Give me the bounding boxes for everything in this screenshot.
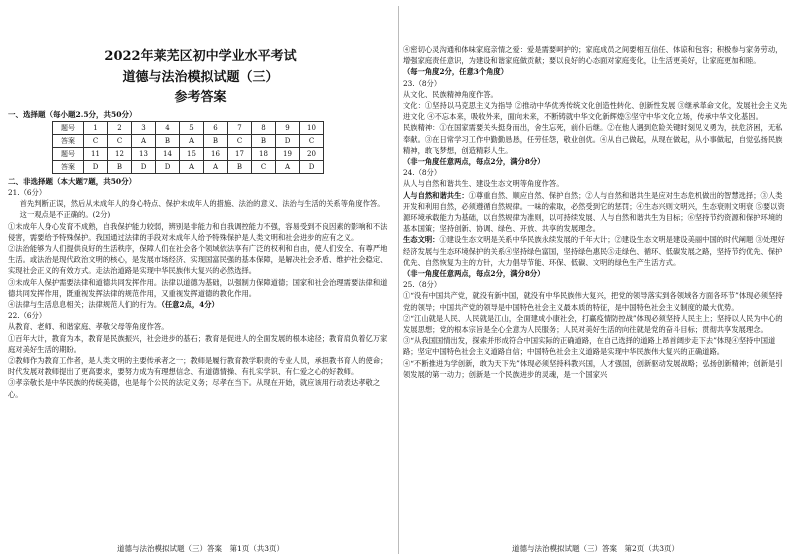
answer-table-cell: C xyxy=(108,135,132,148)
answer-table-cell: 4 xyxy=(156,122,180,135)
q24-eco-label: 生态文明： xyxy=(403,235,440,245)
answer-table-cell: 1 xyxy=(84,122,108,135)
answer-table-cell: D xyxy=(84,161,108,174)
q21-guide: 首先判断正误，然后从未成年人的身心特点、保护未成年人的措施、法治的意义、法治与生活的关系等角度作答。 xyxy=(19,199,385,209)
answer-table-cell: 18 xyxy=(252,148,276,161)
answer-table-cell: B xyxy=(204,135,228,148)
answer-table-cell: 10 xyxy=(300,122,324,135)
answer-table-cell: 17 xyxy=(228,148,252,161)
q23-heading: 23.（8分） xyxy=(403,78,442,88)
answer-table-cell: B xyxy=(228,161,252,174)
answer-table-cell: D xyxy=(156,161,180,174)
answer-table-row-header: 答案 xyxy=(53,161,84,174)
answer-table-row-header: 题号 xyxy=(53,122,84,135)
answer-table-cell: A xyxy=(180,135,204,148)
answer-table-cell: 16 xyxy=(204,148,228,161)
answer-table-cell: B xyxy=(156,135,180,148)
answer-table-cell: D xyxy=(300,161,324,174)
answer-key-title: 参考答案 xyxy=(174,90,227,105)
q25-point-1: ①“没有中国共产党，就没有新中国，就没有中华民族伟大复兴，把党的领导落实到各领域各方面各环节”体现必须坚持党的领导；中国共产党的领导是中国特色社会主义最本质的特征，是中国特色社会主义制度的最大优势。 xyxy=(403,291,783,312)
answer-table-cell: C xyxy=(84,135,108,148)
answer-table-cell: A xyxy=(276,161,300,174)
q21-point-3: ③未成年人保护需要法律和道德共同发挥作用。法律以道德为基础，以强制力保障道德；国家和社会治理需要法律和道德共同发挥作用，既重视发挥法律的规范作用，又重视发挥道德的教化作用。 xyxy=(8,277,388,298)
exam-subtitle: 道德与法治模拟试题（三） xyxy=(122,70,279,85)
q24-harmony-label: 人与自然和谐共生： xyxy=(403,190,469,200)
section1-heading: 一、选择题（每小题2.5分，共50分） xyxy=(8,110,137,119)
answer-table-cell: 6 xyxy=(204,122,228,135)
answer-table-cell: A xyxy=(180,161,204,174)
answer-table-cell: C xyxy=(300,135,324,148)
page-footer-left: 道德与法治模拟试题（三）答案 第1页（共3页） xyxy=(116,544,285,553)
answer-table-cell: B xyxy=(252,135,276,148)
answer-table-cell: A xyxy=(204,161,228,174)
q23-culture: 文化：①坚持以马克思主义为指导 ②推动中华优秀传统文化创造性转化、创新性发展 ③继承革命文化，发展社会主义先进文化 ④不忘本来，吸收外来，面向未来，不断铸就中华文化新辉煌⑤坚守中华文化立场，传承中华文化基因。 xyxy=(403,101,788,122)
q21-point-2: ②法治能够为人们提供良好的生活秩序，保障人们在社会各个领域依法享有广泛的权利和自由，使人们安全、有尊严地生活。或法治是现代政治文明的核心，是发展市场经济、实现国富民强的基本保障，是解决社会矛盾、维护社会稳定、实现社会正义的有效方式。走法治道路是实现中华民族伟大复兴的必然选择。 xyxy=(8,244,388,276)
answer-table-cell: D xyxy=(132,161,156,174)
exam-title: 2022年莱芜区初中学业水平考试 xyxy=(104,49,297,64)
q21-heading: 21.（6分） xyxy=(8,188,47,197)
q24-score-note: （非一角度任意两点，每点2分，满分8分） xyxy=(403,269,545,279)
column-divider xyxy=(398,6,399,554)
answer-table-cell: 3 xyxy=(132,122,156,135)
q22-point-3: ③孝亲敬长是中华民族的传统美德，也是每个公民的法定义务；尽孝在当下。从现在开始，就应该用行动表达孝敬之心。 xyxy=(8,378,381,399)
answer-table-cell: 15 xyxy=(180,148,204,161)
q25-point-3: ③“从我国国情出发，探索并形成符合中国实际的正确道路，在自己选择的道路上昂首阔步走下去”体现④坚持中国道路；坚定中国特色社会主义道路自信；中国特色社会主义道路是实现中华民族伟大复兴的正确道路。 xyxy=(403,336,776,357)
q23-national-spirit: 民族精神：①在国家需要关头挺身而出，舍生忘死，前仆后继。②在他人遇到危险关键时刻见义勇为，扶危济困，无私奉献。③在日常学习工作中勤勤恳恳，任劳任怨，敬业创优。④从自己做起，从现在做起，从小事做起，自觉弘扬民族精神，敢飞梦想，创造精彩人生。 xyxy=(403,123,783,155)
q23-guide: 从文化、民族精神角度作答。 xyxy=(403,89,498,99)
answer-table-row-header: 答案 xyxy=(53,135,84,148)
q23-score-note: （非一角度任意两点，每点2分，满分8分） xyxy=(403,157,545,167)
q22-point-1: ①百年大计，教育为本，教育是民族振兴，社会进步的基石；教育是促进人的全面发展的根本途径；教育肩负着亿万家庭对美好生活的期盼。 xyxy=(8,333,388,354)
q21-point-4 xyxy=(8,299,393,310)
q24-eco-civilization xyxy=(403,234,788,268)
q21-score-note: （任意2点，4分） xyxy=(161,300,219,310)
answer-table-cell: 11 xyxy=(84,148,108,161)
answer-table-cell: 2 xyxy=(108,122,132,135)
answer-table-row xyxy=(53,148,324,161)
q22-heading: 22.（6分） xyxy=(8,311,47,321)
answer-table-cell: 8 xyxy=(252,122,276,135)
answer-table-row xyxy=(53,161,324,174)
q24-harmony xyxy=(403,190,788,235)
answer-table-cell: C xyxy=(252,161,276,174)
answer-table-cell: D xyxy=(276,135,300,148)
answer-table-cell: 9 xyxy=(276,122,300,135)
q24-harmony-text: ①尊重自然、顺应自然、保护自然；②人与自然和谐共生是应对生态危机做出的智慧选择；③人类开发和利用自然，必须遵循自然规律。一味的索取，必然受到它的惩罚；④生态兴则文明兴，生态衰则文明衰 ⑤要以资源环境承载能力为基础，以自然规律为准则，以可持续发展、人与自然和谐共生为目标；⑥坚持节约资源和保护环境的基本国策；坚持创新、协调、绿色、开放、共享的发展理念。 xyxy=(403,190,785,234)
q22-guide: 从教育、老师、和谐家庭、孝敬父母等角度作答。 xyxy=(8,322,169,332)
answer-table xyxy=(52,121,324,174)
q21-point-1: ①未成年人身心发育不成熟，自我保护能力较弱，辨别是非能力和自我调控能力不强，容易受到不良因素的影响和不法侵害，需要给予特殊保护。我国通过法律的手段对未成年人给予特殊保护是人类文明和社会进步的应有之义。 xyxy=(8,221,388,242)
answer-table-cell: 7 xyxy=(228,122,252,135)
answer-table-row xyxy=(53,122,324,135)
answer-table-cell: C xyxy=(228,135,252,148)
q25-point-2: ②“江山就是人民、人民就是江山，全面建成小康社会，打赢疫情防控战”体现必须坚持人民主上；坚持以人民为中心的发展思想；党的根本宗旨是全心全意为人民服务；人民对美好生活的向往就是党的奋斗目标；贯彻共享发展理念。 xyxy=(403,313,783,335)
q22-point-2: ②教师作为教育工作者，是人类文明的主要传承者之一；教师是履行教育教学职责的专业人员，承担教书育人的使命；时代发展对教师提出了更高要求，要努力成为有理想信念、有道德情操、有扎实学识、有仁爱之心的好教师。 xyxy=(8,356,388,377)
answer-table-cell: B xyxy=(108,161,132,174)
q21-judgement: 这一观点是不正确的。(2分) xyxy=(19,210,111,220)
answer-table-cell: 5 xyxy=(180,122,204,135)
page-footer-right: 道德与法治模拟试题（三）答案 第2页（共3页） xyxy=(511,544,680,553)
answer-table-cell: 20 xyxy=(300,148,324,161)
q24-heading: 24.（8分） xyxy=(403,168,442,178)
answer-table-row-header: 题号 xyxy=(53,148,84,161)
q25-point-4: ④“不断推进为学创新，敢为天下先”体现必须坚持科教兴国，人才强国，创新驱动发展战略；弘扬创新精神；创新是引领发展的第一动力；创新是一个民族进步的灵魂，是一个国家兴 xyxy=(403,358,783,379)
answer-table-cell: 13 xyxy=(132,148,156,161)
section2-heading: 二、非选择题（本大题7题，共50分） xyxy=(8,177,137,186)
q24-eco-text: ①建设生态文明是关系中华民族永续发展的千年大计；②建设生态文明是建设美丽中国的时代阐题 ③处理好经济发展与生态环境保护的关系④坚持绿色富国，坚持绿色惠民⑤走绿色、循环、低碳发展之路，坚持节约优先、保护优先、自然恢复为主的方针，大力倡导节能、环保、低碳、文明的绿色生产生活方式。 xyxy=(403,235,785,267)
q21-point-4-text: ④法律与生活息息相关；法律规范人们的行为。 xyxy=(8,300,162,310)
answer-table-cell: 14 xyxy=(156,148,180,161)
answer-table-cell: 12 xyxy=(108,148,132,161)
answer-table-cell: A xyxy=(132,135,156,148)
q24-guide: 从人与自然和谐共生、建设生态文明等角度作答。 xyxy=(403,179,564,189)
answer-table-cell: 19 xyxy=(276,148,300,161)
right-column xyxy=(403,0,788,560)
left-column xyxy=(8,0,393,560)
q25-heading: 25.（8分） xyxy=(403,280,442,290)
q22-score-note: （每一角度2分，任意3个角度） xyxy=(403,67,509,77)
q22-point-4: ④密切心灵沟通和体味家庭亲情之爱：爱是需要呵护的；家庭成员之间要相互信任、体谅和包容；积极参与家务劳动，增强家庭责任意识，为建设和谐家庭做贡献；要以良好的心态面对家庭变化，让生活更美好，让家庭更加和睦。 xyxy=(403,45,783,66)
answer-table-row xyxy=(53,135,324,148)
